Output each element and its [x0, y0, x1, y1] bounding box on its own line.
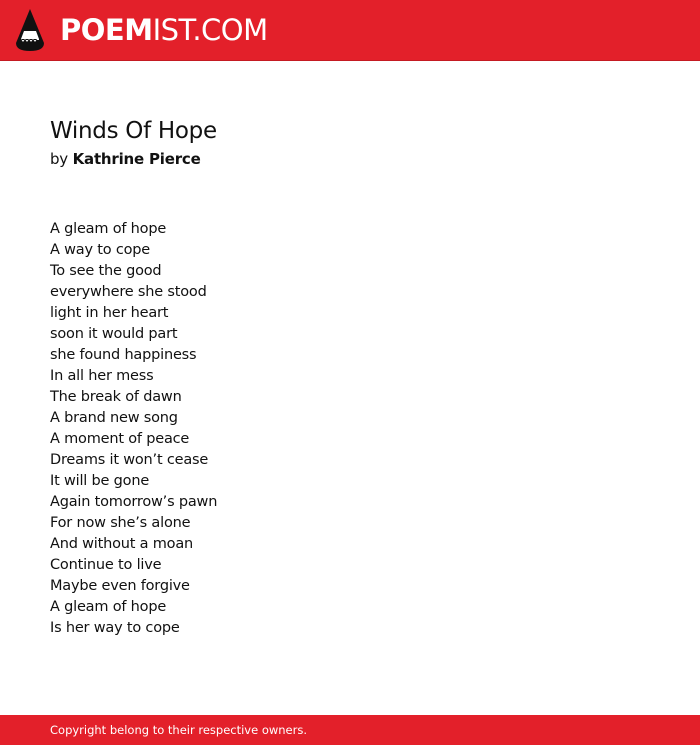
- poem-line: A gleam of hope: [50, 599, 167, 615]
- poem-line: For now she’s alone: [50, 515, 191, 531]
- poem-line: To see the good: [50, 263, 162, 279]
- site-logo-link[interactable]: [16, 9, 268, 51]
- poem-line: light in her heart: [50, 305, 169, 321]
- poem-line: And without a moan: [50, 536, 194, 552]
- poem-line: Is her way to cope: [50, 620, 180, 636]
- site-footer: [0, 715, 700, 745]
- poem-line: Dreams it won’t cease: [50, 452, 209, 468]
- byline-prefix: by: [50, 150, 68, 168]
- author-link[interactable]: Kathrine Pierce: [72, 150, 201, 168]
- logo-text-bold: POEM: [60, 12, 153, 47]
- poem-line: A brand new song: [50, 410, 178, 426]
- poem-line: A moment of peace: [50, 431, 190, 447]
- poem-line: In all her mess: [50, 368, 154, 384]
- poem-title: Winds Of Hope: [50, 118, 217, 144]
- poem-line: Maybe even forgive: [50, 578, 190, 594]
- poem-line: The break of dawn: [50, 389, 182, 405]
- poem-line: Again tomorrow’s pawn: [50, 494, 218, 510]
- poem-line: A gleam of hope: [50, 221, 167, 237]
- poem-line: soon it would part: [50, 326, 178, 342]
- poem-line: she found happiness: [50, 347, 197, 363]
- logo-text-light: IST.COM: [152, 12, 268, 47]
- poem-line: Continue to live: [50, 557, 162, 573]
- poem-line: everywhere she stood: [50, 284, 207, 300]
- site-logo-text: [60, 12, 268, 47]
- poem-byline: [50, 148, 201, 170]
- site-header: [0, 0, 700, 61]
- copyright-text: Copyright belong to their respective owners.: [50, 723, 308, 737]
- pencil-tip-icon: [16, 9, 44, 51]
- poem-line: It will be gone: [50, 473, 150, 489]
- poem-line: A way to cope: [50, 242, 150, 258]
- poem-body: [50, 219, 217, 639]
